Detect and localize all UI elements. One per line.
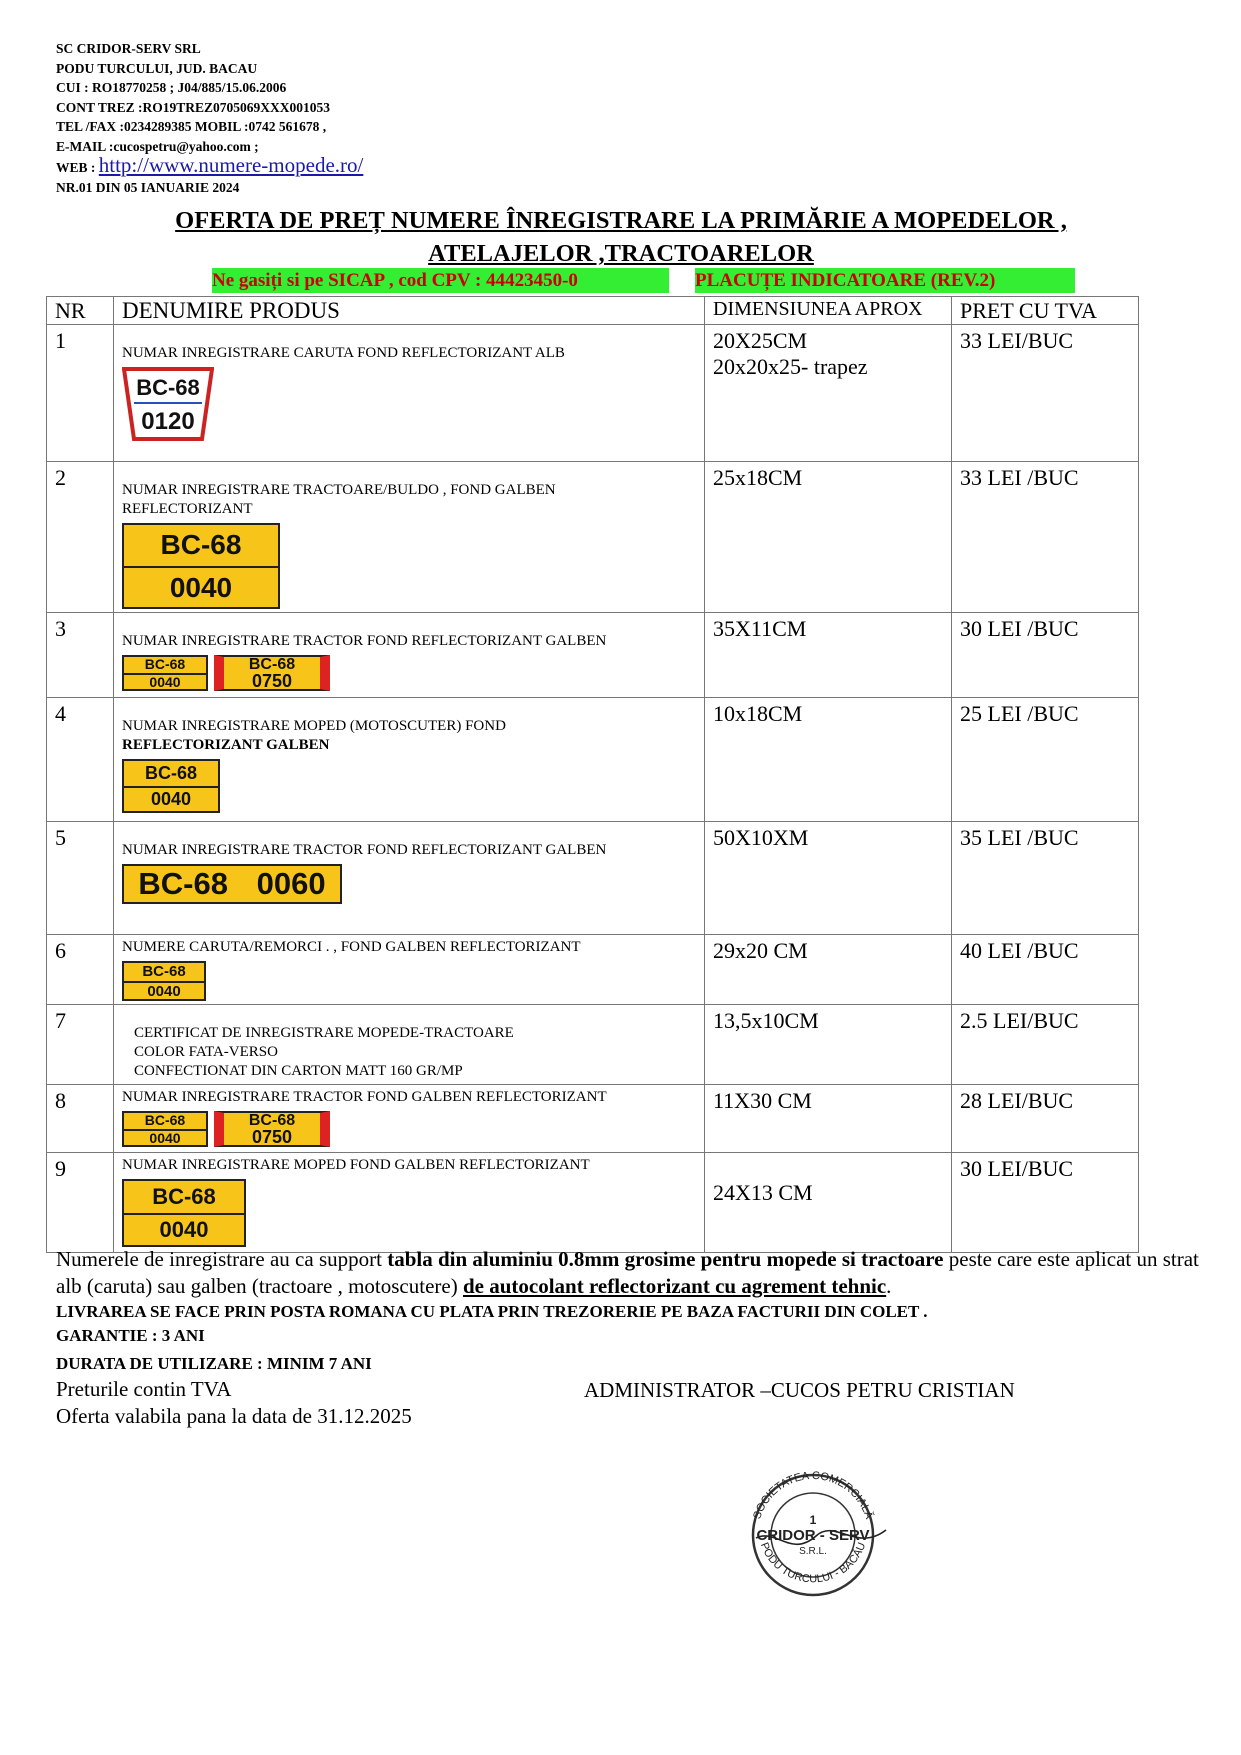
row-dim: 10x18CM	[705, 698, 952, 822]
support-text-bold: tabla din aluminiu 0.8mm grosime pentru mopede si tractoare	[387, 1247, 944, 1271]
plate-images	[122, 961, 696, 1001]
stamp-number: 1	[809, 1513, 817, 1527]
row-name-line-1: NUMAR INREGISTRARE MOPED (MOTOSCUTER) FOND	[122, 718, 506, 734]
row-dim: 13,5x10CM	[705, 1005, 952, 1085]
plate-number-text: 0040	[150, 789, 192, 809]
plate-county-text: BC-68	[136, 375, 200, 400]
row-price: 30 LEI /BUC	[952, 613, 1139, 698]
plate-county-text: BC-68	[124, 524, 278, 568]
row-dim: 20X25CM	[713, 328, 808, 353]
plate-image-moped-large	[122, 1179, 246, 1247]
plate-image-cart-white	[122, 367, 214, 441]
row-dim: 29x20 CM	[705, 935, 952, 1005]
plate-image-tractor	[122, 523, 280, 609]
title-line-1: OFERTA DE PREȚ NUMERE ÎNREGISTRARE LA PRIMĂRIE A MOPEDELOR ,	[175, 207, 1067, 234]
row-price: 2.5 LEI/BUC	[952, 1005, 1139, 1085]
plate-number-text: 0040	[149, 674, 181, 690]
plate-images	[122, 1111, 696, 1147]
table-row	[47, 613, 1139, 698]
support-paragraph	[56, 1246, 1206, 1300]
stamp-top-text: SOCIETATEA COMERCIALĂ	[751, 1469, 875, 1521]
support-text-2: peste care este aplicat un strat alb (caruta) sau galben (tractoare , motoscutere)	[56, 1247, 1199, 1298]
plate-county-text: BC-68	[124, 1112, 206, 1131]
plate-images	[122, 759, 696, 813]
plate-image-moped	[122, 759, 220, 813]
plate-county-text: BC-68	[248, 656, 296, 673]
stamp-center-text: CRIDOR - SERV	[756, 1527, 870, 1544]
row-name: NUMERE CARUTA/REMORCI . , FOND GALBEN REFLECTORIZANT	[122, 939, 581, 955]
row-name-line-2: REFLECTORIZANT	[122, 501, 253, 517]
table-row	[47, 1005, 1139, 1085]
row-dim: 25x18CM	[705, 462, 952, 613]
plate-images	[122, 655, 696, 691]
table-header-row	[47, 297, 1139, 325]
row-nr: 1	[47, 325, 114, 462]
row-nr: 9	[47, 1153, 114, 1253]
row-name-cell	[114, 462, 705, 613]
plate-county-text: BC-68	[248, 1112, 296, 1129]
plate-image-cart	[122, 961, 206, 1001]
company-email: E-MAIL :cucospetru@yahoo.com ;	[56, 138, 259, 154]
company-web	[56, 153, 364, 178]
row-price: 35 LEI /BUC	[952, 822, 1139, 935]
price-table	[46, 296, 1139, 1253]
web-label: WEB :	[56, 160, 96, 175]
duration-text: DURATA DE UTILIZARE : MINIM 7 ANI	[56, 1354, 372, 1373]
row-dim: 35X11CM	[705, 613, 952, 698]
row-dim: 11X30 CM	[705, 1085, 952, 1153]
table-row	[47, 935, 1139, 1005]
row-dim-cell	[705, 1153, 952, 1253]
row-dim-2: 20x20x25- trapez	[713, 354, 868, 379]
plate-images	[122, 1179, 696, 1247]
plate-images	[122, 864, 696, 904]
plate-county-text: BC-68	[138, 866, 228, 901]
plate-number-text: 0750	[251, 1127, 293, 1147]
row-nr: 4	[47, 698, 114, 822]
row-name-line-2: COLOR FATA-VERSO	[134, 1044, 278, 1060]
row-name-line-2: REFLECTORIZANT GALBEN	[122, 737, 330, 753]
company-phone: TEL /FAX :0234289385 MOBIL :0742 561678 ,	[56, 119, 327, 134]
table-row	[47, 698, 1139, 822]
plate-image-red-border	[214, 655, 330, 691]
plate-county-text: BC-68	[124, 656, 206, 675]
row-name-line-1: CERTIFICAT DE INREGISTRARE MOPEDE-TRACTOARE	[134, 1025, 514, 1041]
plate-image-long	[122, 864, 342, 904]
row-name	[122, 717, 696, 755]
row-name-cell	[114, 1085, 705, 1153]
table-row	[47, 1153, 1139, 1253]
plate-images	[122, 523, 696, 609]
placute-banner: PLACUȚE INDICATOARE (REV.2)	[695, 268, 1075, 293]
delivery-text: LIVRAREA SE FACE PRIN POSTA ROMANA CU PLATA PRIN TREZORERIE PE BAZA FACTURII DIN COLET .	[56, 1302, 928, 1321]
row-name-cell	[114, 822, 705, 935]
vat-text: Preturile contin TVA	[56, 1377, 232, 1401]
row-name-cell	[114, 1005, 705, 1085]
plate-number-text: 0040	[159, 1217, 209, 1242]
plate-number-text: 0040	[169, 572, 233, 603]
administrator-signature: ADMINISTRATOR –CUCOS PETRU CRISTIAN	[584, 1378, 1015, 1402]
warranty-text: GARANTIE : 3 ANI	[56, 1326, 205, 1345]
row-name-cell	[114, 698, 705, 822]
row-dim: 24X13 CM	[713, 1180, 813, 1205]
table-row	[47, 325, 1139, 462]
title-line-2: ATELAJELOR ,TRACTOARELOR	[428, 240, 814, 267]
plate-county-text: BC-68	[124, 962, 204, 983]
support-text-1: Numerele de inregistrare au ca support	[56, 1247, 388, 1271]
row-name: NUMAR INREGISTRARE CARUTA FOND REFLECTORIZANT ALB	[122, 345, 565, 361]
row-price: 33 LEI /BUC	[952, 462, 1139, 613]
validity-text: Oferta valabila pana la data de 31.12.2025	[56, 1404, 412, 1428]
sicap-banner: Ne gasiți si pe SICAP , cod CPV : 44423450-0	[212, 268, 669, 293]
row-dim: 50X10XM	[705, 822, 952, 935]
company-address: PODU TURCULUI, JUD. BACAU	[56, 60, 258, 76]
plate-county-text: BC-68	[124, 761, 218, 788]
row-nr: 3	[47, 613, 114, 698]
support-text-underlined: de autocolant reflectorizant cu agrement tehnic	[462, 1274, 887, 1298]
row-nr: 2	[47, 462, 114, 613]
plate-number-text: 0060	[256, 866, 326, 901]
company-stamp	[736, 1468, 891, 1598]
row-name: NUMAR INREGISTRARE TRACTOR FOND REFLECTORIZANT GALBEN	[122, 633, 607, 649]
offer-title	[40, 204, 1202, 270]
row-name-cell	[114, 935, 705, 1005]
plate-image-red-border	[214, 1111, 330, 1147]
row-nr: 6	[47, 935, 114, 1005]
header-name: DENUMIRE PRODUS	[114, 297, 705, 325]
row-name-cell	[114, 325, 705, 462]
row-name: NUMAR INREGISTRARE MOPED FOND GALBEN REFLECTORIZANT	[122, 1157, 590, 1173]
plate-number-text: 0040	[149, 1130, 181, 1146]
row-price: 28 LEI/BUC	[952, 1085, 1139, 1153]
row-nr: 8	[47, 1085, 114, 1153]
row-name-line-1: NUMAR INREGISTRARE TRACTOARE/BULDO , FOND GALBEN	[122, 482, 556, 498]
row-name: NUMAR INREGISTRARE TRACTOR FOND GALBEN REFLECTORIZANT	[122, 1089, 607, 1105]
plate-number-text: 0750	[251, 671, 293, 691]
header-price: PRET CU TVA	[952, 297, 1139, 325]
row-price: 33 LEI/BUC	[952, 325, 1139, 462]
row-price: 40 LEI /BUC	[952, 935, 1139, 1005]
row-name	[122, 481, 696, 519]
table-row	[47, 462, 1139, 613]
header-nr: NR	[47, 297, 114, 325]
plate-image-small	[122, 655, 208, 691]
row-dim-cell	[705, 325, 952, 462]
company-cui: CUI : RO18770258 ; J04/885/15.06.2006	[56, 80, 287, 95]
stamp-bottom-text: PODU TURCULUI - BACĂU	[757, 1540, 869, 1586]
plate-image-small	[122, 1111, 208, 1147]
row-name: NUMAR INREGISTRARE TRACTOR FOND REFLECTORIZANT GALBEN	[122, 842, 607, 858]
row-name	[122, 1024, 696, 1081]
company-header	[56, 39, 363, 197]
row-price: 25 LEI /BUC	[952, 698, 1139, 822]
table-row	[47, 822, 1139, 935]
row-price: 30 LEI/BUC	[952, 1153, 1139, 1253]
row-name-cell	[114, 613, 705, 698]
company-name: SC CRIDOR-SERV SRL	[56, 41, 201, 56]
row-nr: 7	[47, 1005, 114, 1085]
stamp-srl-text: S.R.L.	[799, 1546, 827, 1557]
row-name-line-3: CONFECTIONAT DIN CARTON MATT 160 GR/MP	[134, 1063, 463, 1079]
support-text-end: .	[886, 1274, 892, 1298]
plate-number-text: 0040	[147, 983, 181, 1000]
company-account: CONT TREZ :RO19TREZ0705069XXX001053	[56, 99, 331, 115]
row-name-cell	[114, 1153, 705, 1253]
document-number: NR.01 DIN 05 IANUARIE 2024	[56, 179, 240, 195]
plate-county-text: BC-68	[124, 1181, 244, 1215]
row-nr: 5	[47, 822, 114, 935]
plate-number-text: 0120	[141, 408, 195, 435]
header-dim: DIMENSIUNEA APROX	[705, 297, 952, 325]
table-row	[47, 1085, 1139, 1153]
web-link[interactable]: http://www.numere-mopede.ro/	[98, 153, 364, 177]
